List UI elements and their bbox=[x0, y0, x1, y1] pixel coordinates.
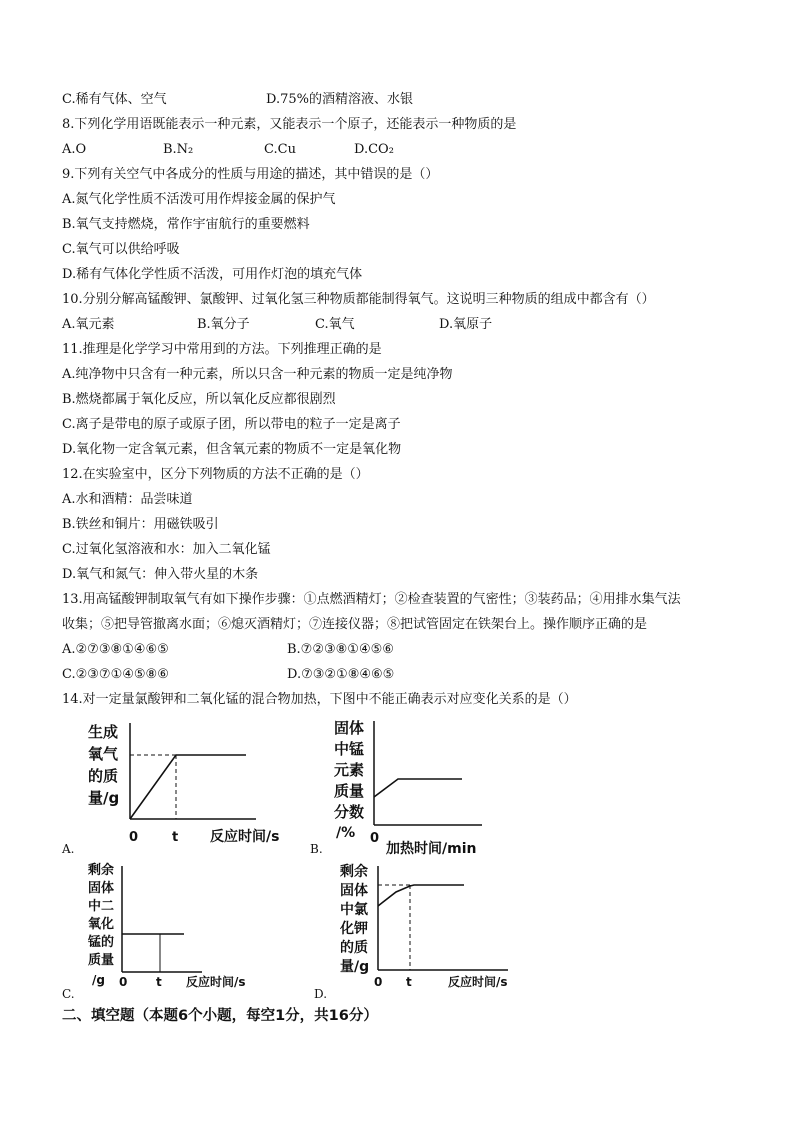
q13-stem-line2: 收集；⑤把导管撤离水面；⑥熄灭酒精灯；⑦连接仪器；⑧把试管固定在铁架台上。操作顺序正确的是 bbox=[62, 617, 648, 632]
q10-option-a: A.氧元素 bbox=[62, 317, 115, 332]
graph-a-oxygen-mass bbox=[86, 715, 302, 850]
graph-c-ylabel-5: 锰的 bbox=[88, 935, 115, 950]
q8-option-d: D.CO₂ bbox=[354, 142, 394, 157]
graph-b-xlabel: 加热时间/min bbox=[386, 841, 477, 855]
q11-option-b: B.燃烧都属于氧化反应，所以氧化反应都很剧烈 bbox=[62, 392, 336, 407]
q8-stem: 8.下列化学用语既能表示一种元素，又能表示一个原子，还能表示一种物质的是 bbox=[62, 117, 517, 132]
graph-d-xlabel: 反应时间/s bbox=[448, 975, 508, 989]
q11-option-d: D.氧化物一定含氧元素，但含氧元素的物质不一定是氧化物 bbox=[62, 442, 402, 457]
graph-a-ylabel-4: 量/g bbox=[88, 789, 120, 807]
graph-c-mno2-mass bbox=[86, 860, 266, 990]
q9-option-c: C.氧气可以供给呼吸 bbox=[62, 242, 180, 257]
q13-option-b: B.⑦②③⑧①④⑤⑥ bbox=[287, 642, 394, 657]
q8-option-b: B.N₂ bbox=[163, 142, 194, 157]
graph-b-label: B. bbox=[310, 842, 323, 856]
q10-stem: 10.分别分解高锰酸钾、氯酸钾、过氧化氢三种物质都能制得氧气。这说明三种物质的组成中都含有（） bbox=[62, 292, 655, 307]
graph-c-origin: 0 bbox=[119, 975, 128, 989]
graph-d-ylabel-5: 的质 bbox=[340, 940, 368, 956]
q9-option-b: B.氧气支持燃烧，常作宇宙航行的重要燃料 bbox=[62, 217, 310, 232]
graph-c-ylabel-2: 固体 bbox=[88, 881, 115, 896]
q7-option-c: C.稀有气体、空气 bbox=[62, 92, 167, 107]
graph-a-ylabel-1: 生成 bbox=[88, 723, 119, 741]
q12-option-d: D.氧气和氮气：伸入带火星的木条 bbox=[62, 567, 259, 582]
q13-option-a: A.②⑦③⑧①④⑥⑤ bbox=[62, 642, 169, 657]
q12-stem: 12.在实验室中，区分下列物质的方法不正确的是（） bbox=[62, 467, 369, 482]
graph-a-ylabel-2: 氧气 bbox=[88, 745, 119, 763]
q11-option-a: A.纯净物中只含有一种元素，所以只含一种元素的物质一定是纯净物 bbox=[62, 367, 453, 382]
q11-stem: 11.推理是化学学习中常用到的方法。下列推理正确的是 bbox=[62, 342, 382, 357]
graph-c-ylabel-3: 中二 bbox=[88, 899, 115, 914]
q7-option-d: D.75%的酒精溶液、水银 bbox=[266, 92, 413, 107]
q13-stem-line1: 13.用高锰酸钾制取氧气有如下操作步骤：①点燃酒精灯；②检查装置的气密性；③装药品；④用排水集气法 bbox=[62, 592, 681, 607]
graph-a-curve bbox=[130, 755, 246, 819]
q11-option-c: C.离子是带电的原子或原子团，所以带电的粒子一定是离子 bbox=[62, 417, 401, 432]
graph-a-origin: 0 bbox=[129, 830, 139, 845]
graph-b-ylabel-5: 分数 bbox=[334, 803, 365, 821]
graph-b-manganese-fraction bbox=[334, 715, 494, 855]
graph-a-xlabel: 反应时间/s bbox=[210, 829, 280, 845]
graph-b-ylabel-3: 元素 bbox=[334, 761, 365, 779]
q8-option-c: C.Cu bbox=[264, 142, 296, 157]
graph-d-ylabel-3: 中氯 bbox=[340, 902, 368, 918]
graph-d-curve bbox=[378, 885, 464, 906]
q8-option-a: A.O bbox=[62, 142, 87, 157]
graph-a-t: t bbox=[172, 830, 179, 845]
graph-c-t: t bbox=[156, 975, 162, 989]
graph-c-ylabel-7: /g bbox=[92, 973, 105, 987]
graph-b-ylabel-2: 中锰 bbox=[334, 740, 365, 758]
graph-d-label: D. bbox=[314, 987, 328, 1001]
q9-stem: 9.下列有关空气中各成分的性质与用途的描述，其中错误的是（） bbox=[62, 167, 439, 182]
q13-option-d: D.⑦③②①⑧④⑥⑤ bbox=[287, 667, 395, 682]
graph-d-kcl-mass bbox=[340, 860, 530, 992]
q9-option-a: A.氮气化学性质不活泼可用作焊接金属的保护气 bbox=[62, 192, 336, 207]
graph-b-ylabel-4: 质量 bbox=[334, 782, 365, 800]
graph-d-ylabel-1: 剩余 bbox=[340, 864, 368, 880]
graph-a-ylabel-3: 的质 bbox=[88, 767, 119, 785]
q14-stem: 14.对一定量氯酸钾和二氧化锰的混合物加热，下图中不能正确表示对应变化关系的是（） bbox=[62, 692, 577, 707]
q13-option-c: C.②③⑦①④⑤⑧⑥ bbox=[62, 667, 169, 682]
graph-b-origin: 0 bbox=[370, 831, 380, 846]
section-heading-fill-in: 二、填空题（本题6个小题，每空1分，共16分） bbox=[62, 1008, 378, 1024]
q9-option-d: D.稀有气体化学性质不活泼，可用作灯泡的填充气体 bbox=[62, 267, 363, 282]
graph-b-ylabel-6: /% bbox=[336, 825, 356, 841]
graph-d-ylabel-4: 化钾 bbox=[340, 921, 368, 937]
q12-option-a: A.水和酒精：品尝味道 bbox=[62, 492, 193, 507]
graph-b-ylabel-1: 固体 bbox=[334, 719, 365, 737]
q10-option-c: C.氧气 bbox=[315, 317, 355, 332]
q12-option-c: C.过氧化氢溶液和水：加入二氧化锰 bbox=[62, 542, 271, 557]
q10-option-b: B.氧分子 bbox=[197, 317, 250, 332]
q10-option-d: D.氧原子 bbox=[439, 317, 493, 332]
graph-b-curve bbox=[374, 779, 462, 797]
graph-d-origin: 0 bbox=[374, 975, 383, 989]
graph-a-label: A. bbox=[62, 842, 75, 856]
graph-c-xlabel: 反应时间/s bbox=[186, 975, 246, 989]
graph-c-label: C. bbox=[62, 987, 75, 1001]
graph-d-ylabel-2: 固体 bbox=[340, 883, 368, 899]
graph-c-ylabel-6: 质量 bbox=[88, 953, 115, 968]
q12-option-b: B.铁丝和铜片：用磁铁吸引 bbox=[62, 517, 219, 532]
graph-c-ylabel-4: 氧化 bbox=[88, 917, 115, 932]
graph-d-ylabel-6: 量/g bbox=[340, 959, 370, 975]
graph-c-ylabel-1: 剩余 bbox=[88, 863, 115, 878]
graph-d-t: t bbox=[406, 975, 412, 989]
